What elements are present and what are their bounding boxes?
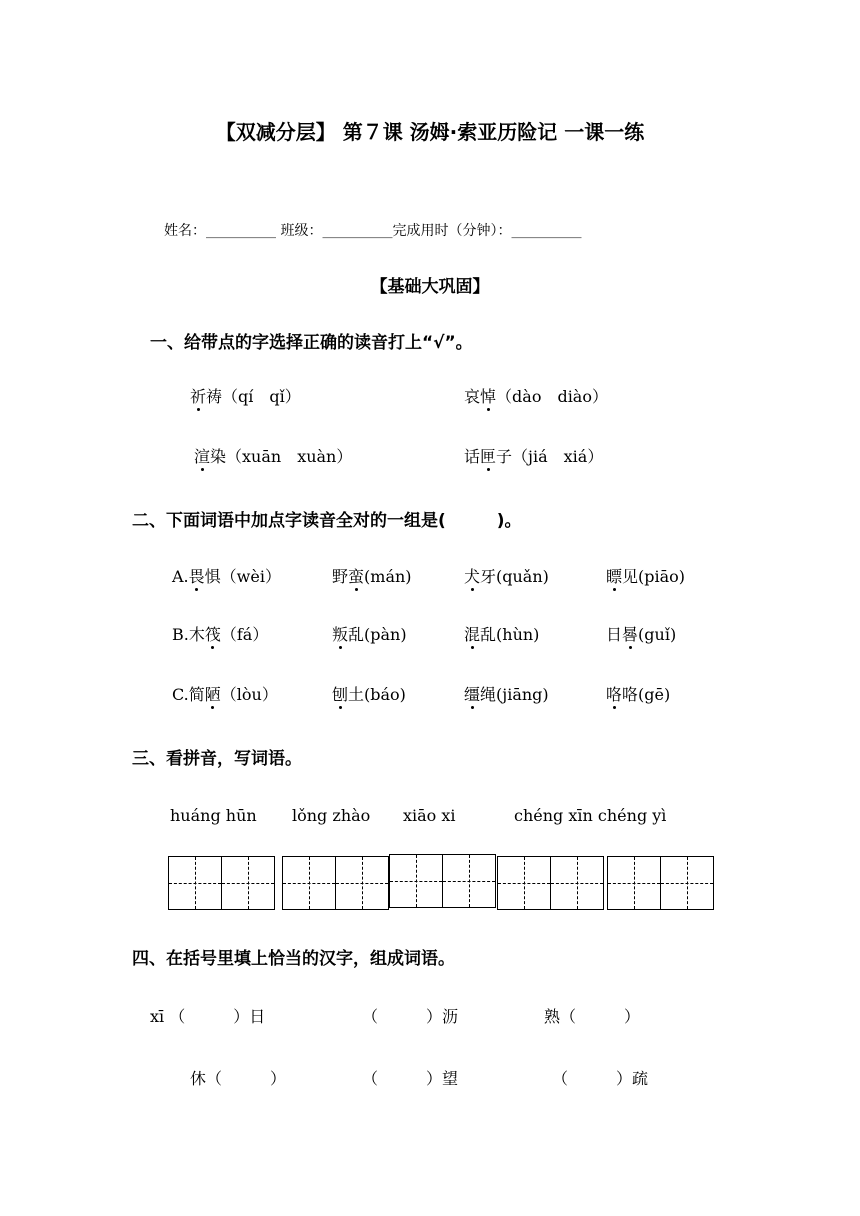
option-letter: B. — [172, 625, 189, 644]
grid-cell[interactable] — [282, 856, 336, 910]
dotted-char: 畏 — [189, 564, 205, 587]
q2-b-word-2 — [332, 622, 407, 645]
page-title: 【双减分层】 第７课 汤姆·索亚历险记 一课一练 — [215, 120, 645, 144]
text: 哀 — [464, 387, 481, 406]
q4-blank-3[interactable]: 熟（ ） — [544, 1007, 641, 1026]
text: 绳(jiāng) — [480, 685, 549, 704]
text: （lòu） — [220, 685, 278, 704]
dotted-char: 缰 — [464, 682, 480, 705]
q2-c-word-3 — [464, 682, 549, 705]
writing-grid-3[interactable] — [389, 854, 494, 908]
dotted-char: 晷 — [622, 622, 638, 645]
q2-option-c — [172, 682, 278, 705]
name-label: 姓名： — [164, 223, 206, 239]
text: 话 — [464, 447, 481, 466]
dotted-char: 筏 — [205, 622, 221, 645]
writing-grid-2[interactable] — [282, 856, 387, 910]
student-info-line — [164, 220, 581, 240]
q1-item-3 — [194, 444, 352, 467]
q2-b-word-4 — [606, 622, 676, 645]
q4-blank-1[interactable]: xī （ ）日 — [150, 1007, 266, 1026]
text: 惧（wèi） — [204, 567, 281, 586]
dotted-char: 叛 — [332, 622, 348, 645]
dotted-char: 陋 — [205, 682, 221, 705]
text: 简 — [188, 685, 205, 704]
section-subhead: 【基础大巩固】 — [370, 277, 490, 297]
pinyin-4: chéng xīn chéng yì — [514, 806, 667, 825]
dotted-char: 蛮 — [348, 564, 364, 587]
q1-item-2 — [464, 384, 608, 407]
dotted-char: 瞟 — [606, 564, 622, 587]
option-letter: A. — [172, 567, 189, 586]
writing-grid-1[interactable] — [168, 856, 273, 910]
text: 咯(gē) — [622, 685, 671, 704]
q2-option-a — [172, 564, 281, 587]
q2-b-word-3 — [464, 622, 539, 645]
dotted-char: 咯 — [606, 682, 622, 705]
class-label: 班级： — [280, 223, 323, 239]
q4-blank-2[interactable]: （ ）沥 — [362, 1007, 459, 1026]
q2-a-word-2 — [332, 564, 412, 587]
grid-cell[interactable] — [389, 854, 443, 908]
q1-item-1 — [190, 384, 301, 407]
question-3-heading: 三、看拼音，写词语。 — [132, 749, 302, 769]
writing-grid-4[interactable] — [497, 856, 602, 910]
q2-a-word-4 — [606, 564, 685, 587]
pinyin-3: xiāo xi — [403, 806, 456, 825]
text: (mán) — [364, 567, 412, 586]
text: 牙(quǎn) — [480, 567, 549, 586]
grid-cell[interactable] — [497, 856, 551, 910]
text: 土(báo) — [348, 685, 406, 704]
grid-cell[interactable] — [607, 856, 661, 910]
text: 野 — [332, 567, 349, 586]
text: 日 — [606, 625, 623, 644]
text: 乱(pàn) — [348, 625, 407, 644]
text: 祷（qí qǐ） — [206, 387, 301, 406]
q4-blank-6[interactable]: （ ）疏 — [552, 1069, 649, 1088]
dotted-char: 祈 — [190, 384, 206, 407]
name-blank[interactable]: __________ — [206, 223, 276, 239]
time-label: 完成用时（分钟）： — [392, 223, 512, 239]
text: （dào diào） — [496, 387, 608, 406]
text: 见(piāo) — [622, 567, 686, 586]
dotted-char: 混 — [464, 622, 480, 645]
grid-cell[interactable] — [221, 856, 275, 910]
q2-option-b — [172, 622, 268, 645]
dotted-char: 犬 — [464, 564, 480, 587]
text: 木 — [188, 625, 205, 644]
grid-cell[interactable] — [442, 854, 496, 908]
q2-c-word-4 — [606, 682, 670, 705]
text: 染（xuān xuàn） — [210, 447, 353, 466]
question-1-heading: 一、给带点的字选择正确的读音打上“√”。 — [150, 333, 473, 353]
dotted-char: 刨 — [332, 682, 348, 705]
writing-grid-5[interactable] — [607, 856, 712, 910]
q1-item-4 — [464, 444, 603, 467]
q2-c-word-2 — [332, 682, 406, 705]
q4-blank-5[interactable]: （ ）望 — [362, 1069, 459, 1088]
grid-cell[interactable] — [660, 856, 714, 910]
dotted-char: 渲 — [194, 444, 210, 467]
class-blank[interactable]: __________ — [322, 223, 393, 239]
pinyin-1: huáng hūn — [170, 806, 257, 825]
grid-cell[interactable] — [335, 856, 389, 910]
question-2-heading: 二、下面词语中加点字读音全对的一组是( )。 — [132, 511, 522, 531]
q2-a-word-3 — [464, 564, 549, 587]
text: 子（jiá xiá） — [496, 447, 604, 466]
text: 乱(hùn) — [480, 625, 540, 644]
dotted-char: 匣 — [480, 444, 496, 467]
question-4-heading: 四、在括号里填上恰当的汉字，组成词语。 — [132, 949, 455, 969]
dotted-char: 悼 — [480, 384, 496, 407]
grid-cell[interactable] — [168, 856, 222, 910]
text: （fá） — [220, 625, 269, 644]
time-blank[interactable]: __________ — [511, 223, 582, 239]
q4-blank-4[interactable]: 休（ ） — [190, 1069, 287, 1088]
grid-cell[interactable] — [550, 856, 604, 910]
option-letter: C. — [172, 685, 189, 704]
pinyin-2: lǒng zhào — [292, 806, 371, 825]
text: (guǐ) — [638, 625, 677, 644]
